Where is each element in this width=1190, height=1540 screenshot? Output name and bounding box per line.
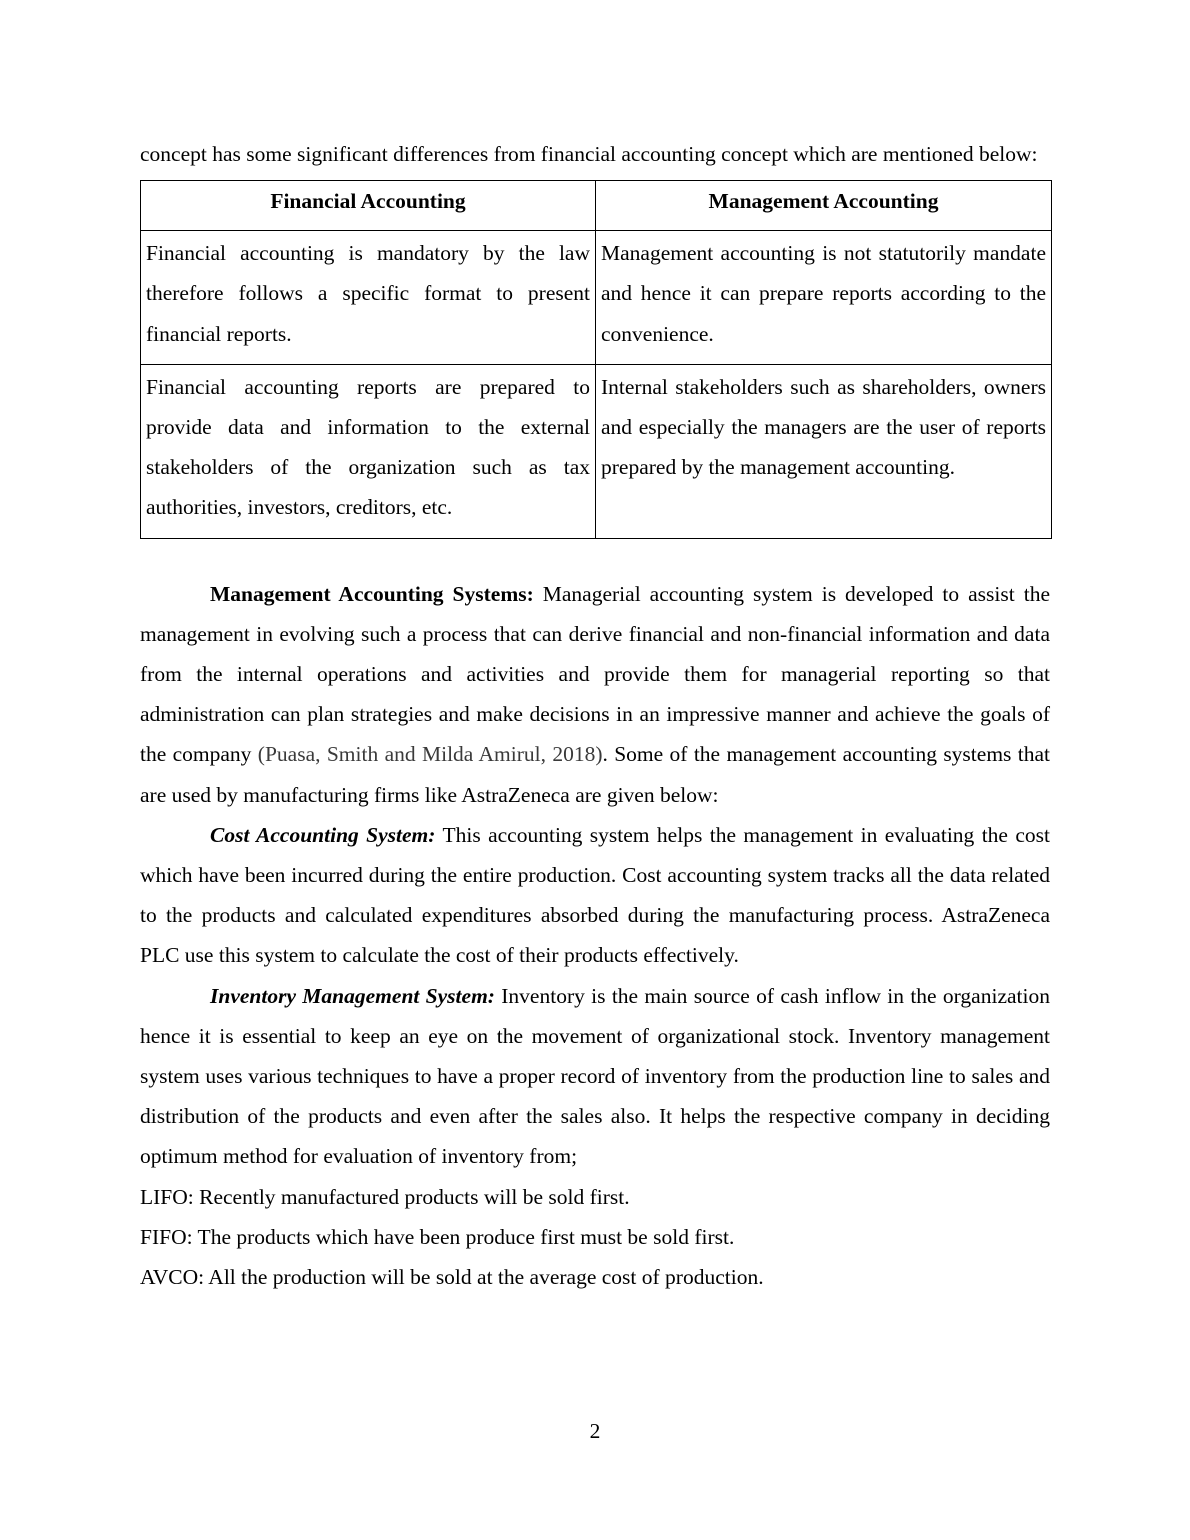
mas-paragraph [140,574,1050,815]
header-management-accounting: Management Accounting [596,181,1052,231]
table-cell-financial: Financial accounting reports are prepared to provide data and information to the external stakeholders of the organization such as tax authorities, investors, creditors, etc. [141,364,596,538]
mas-heading: Management Accounting Systems: [210,581,534,606]
cost-paragraph [140,815,1050,976]
cost-text: This accounting system helps the management in evaluating the cost which have been incurred during the entire production. Cost accounting system tracks all the data related to the products and calculated expenditures absorbed during the manufacturing process. AstraZeneca PLC use this system to calculate the cost of their products effectively. [140,822,1050,968]
intro-paragraph: concept has some significant differences from financial accounting concept which are mentioned below: [140,142,1038,166]
header-financial-accounting: Financial Accounting [141,181,596,231]
method-avco: AVCO: All the production will be sold at the average cost of production. [140,1265,764,1290]
inventory-heading: Inventory Management System: [210,983,495,1008]
mas-text-before-citation: Managerial accounting system is developed to assist the management in evolving such a process that can derive financial and non-financial information and data from the internal operations and activities and provide them for managerial reporting so that administration can plan strategies and make decisions in an impressive manner and achieve the goals of the company [140,581,1050,767]
mas-citation: (Puasa, Smith and Milda Amirul, 2018) [257,742,603,767]
table-row [141,231,1052,365]
table-cell-management: Management accounting is not statutorily mandate and hence it can prepare reports according to the convenience. [596,231,1052,365]
table-cell-financial: Financial accounting is mandatory by the law therefore follows a specific format to present financial reports. [141,231,596,365]
method-lifo: LIFO: Recently manufactured products will be sold first. [140,1184,630,1209]
method-fifo: FIFO: The products which have been produce first must be sold first. [140,1224,735,1249]
table-header-row [141,181,1052,231]
document-page [140,134,1050,1297]
inventory-paragraph [140,976,1050,1177]
table-row [141,364,1052,538]
cost-heading: Cost Accounting System: [210,822,436,847]
inventory-text: Inventory is the main source of cash inflow in the organization hence it is essential to keep an eye on the movement of organizational stock. Inventory management system uses various techniques to have a proper record of inventory from the production line to sales and distribution of the products and even after the sales also. It helps the respective company in deciding optimum method for evaluation of inventory from; [140,983,1050,1169]
comparison-table [140,180,1052,538]
comparison-table-wrapper [140,180,1050,538]
table-cell-management: Internal stakeholders such as shareholders, owners and especially the managers are the user of reports prepared by the management accounting. [596,364,1052,538]
mas-text-after-citation: . Some of the management accounting systems that are used by manufacturing firms like AstraZeneca are given below: [140,742,1050,807]
page-number: 2 [589,1419,601,1443]
